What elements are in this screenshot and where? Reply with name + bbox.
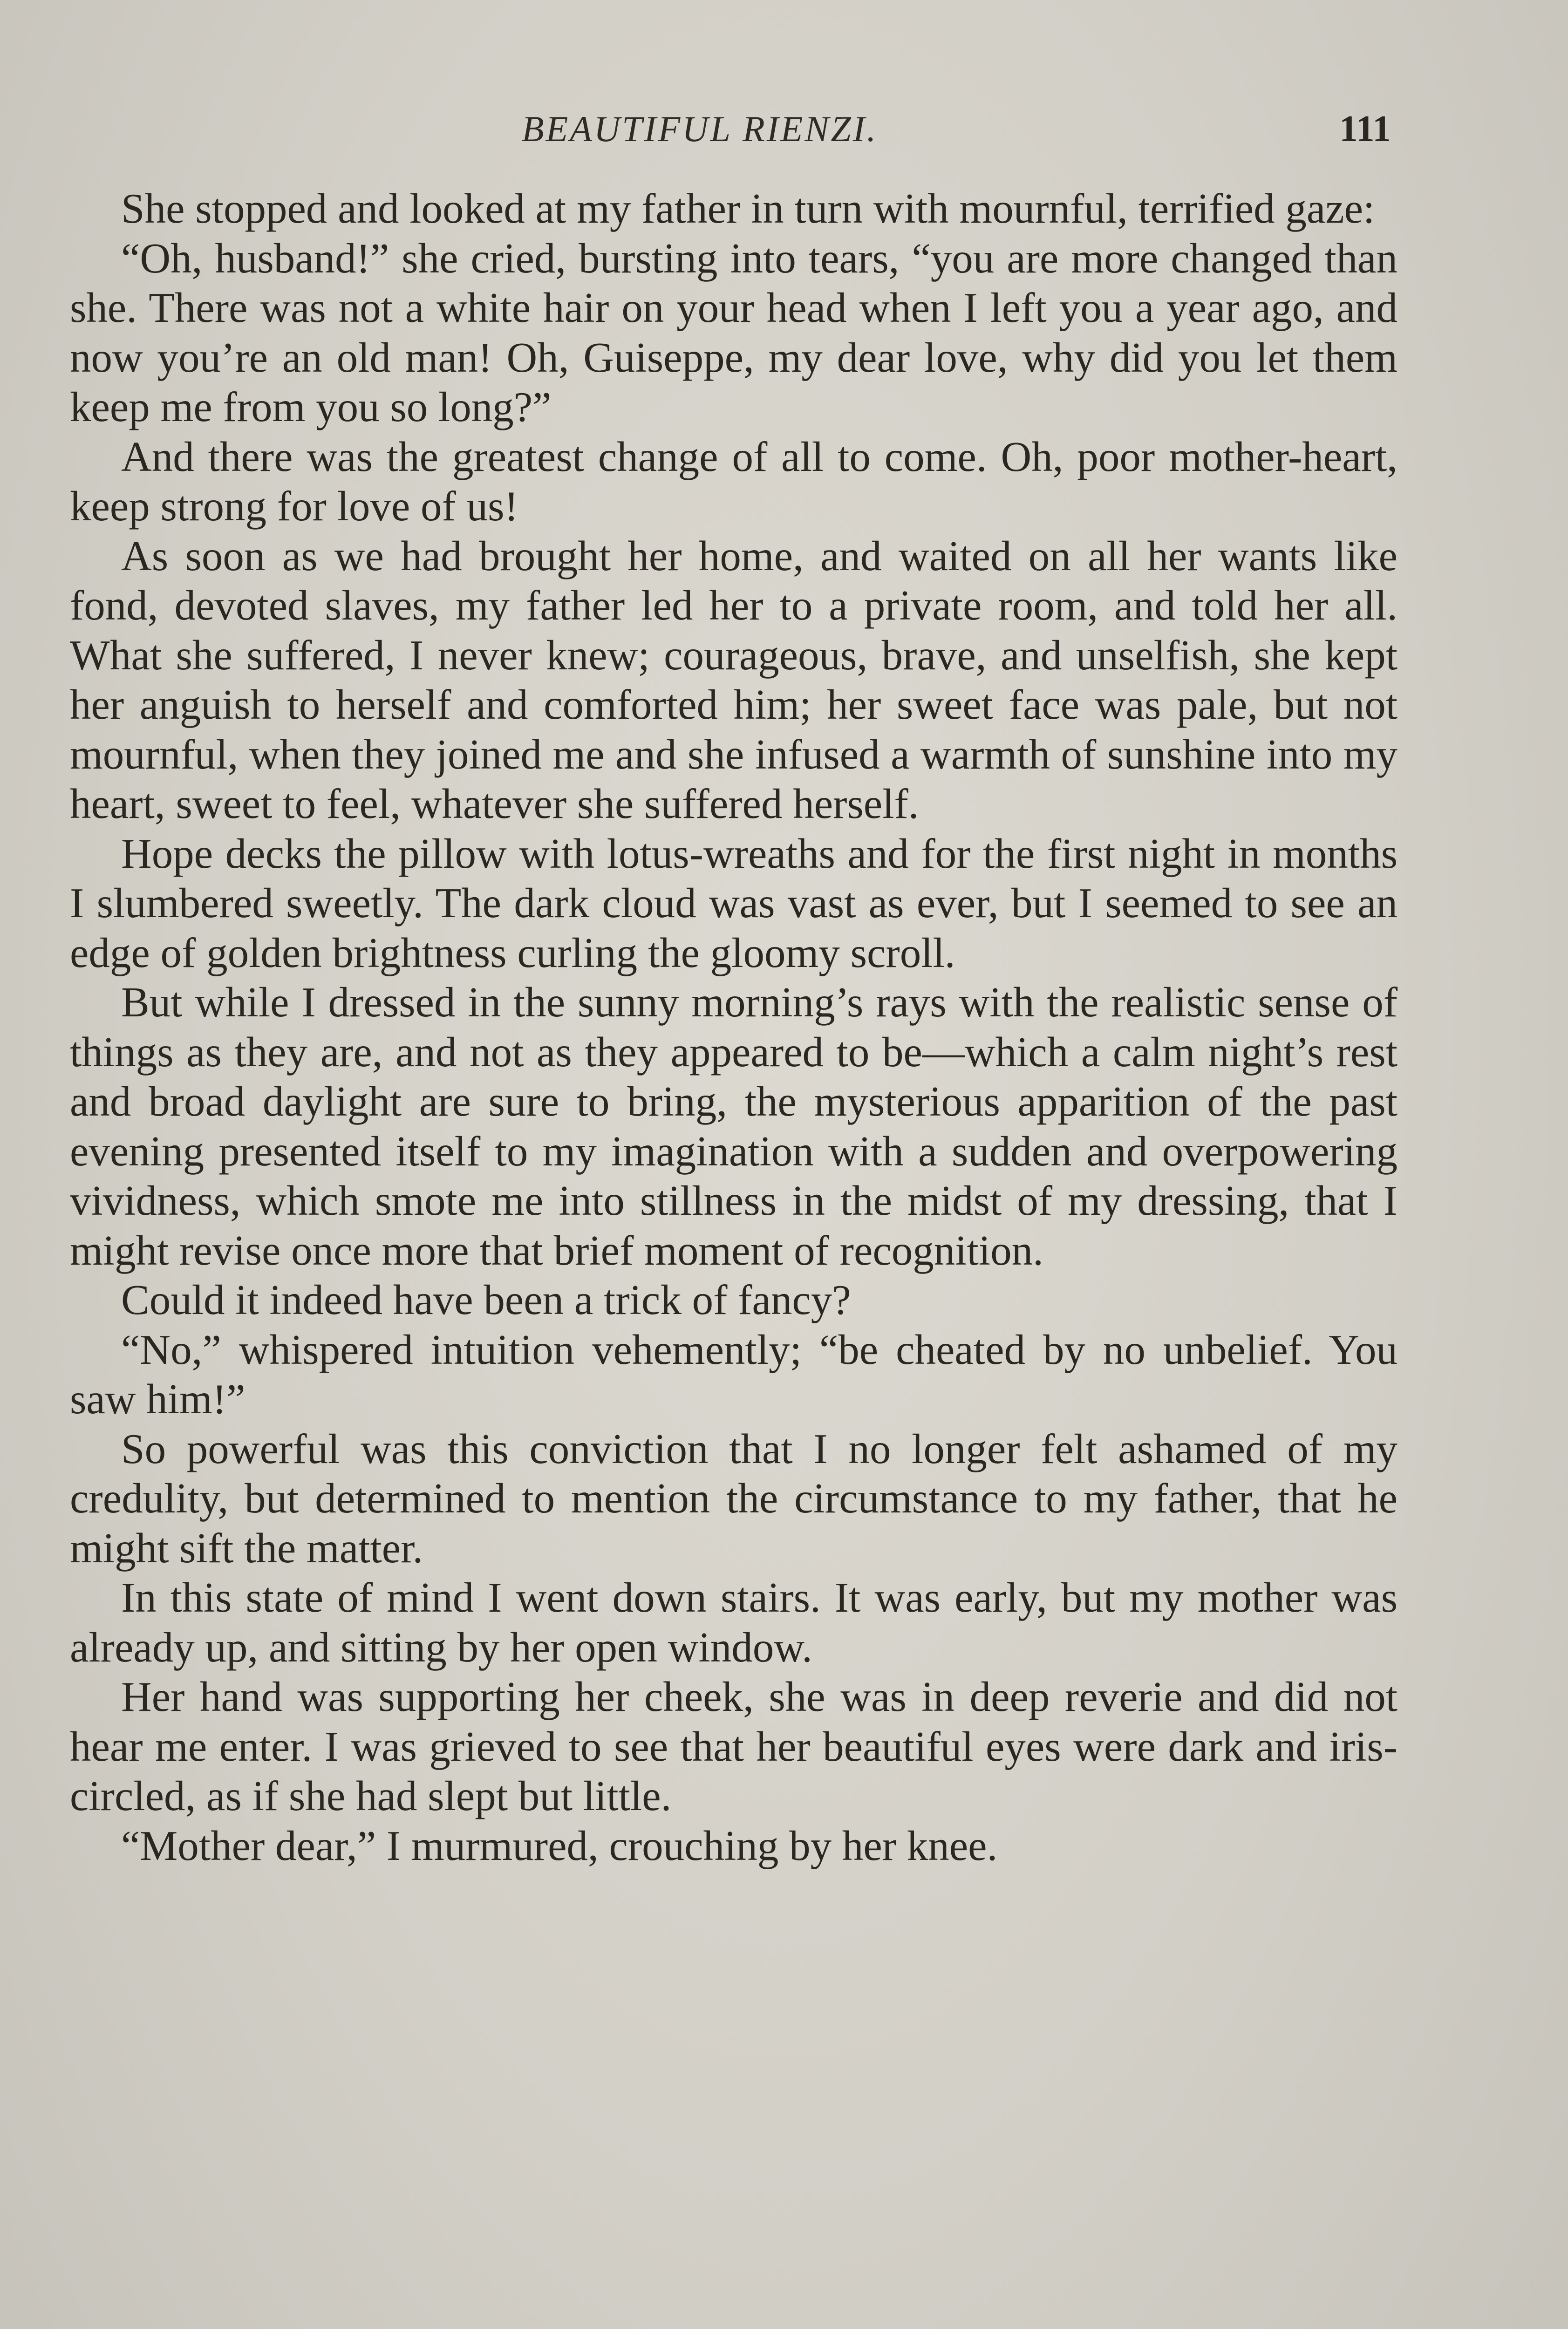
running-title: BEAUTIFUL RIENZI. (522, 109, 878, 149)
paragraph: In this state of mind I went down stairs. It was early, but my mother was already up, and sitting by her open window. (70, 1574, 1398, 1671)
paragraph: But while I dressed in the sunny morning’s rays with the realistic sense of things as they are, and not as they appeared to be—which a calm night’s rest and broad daylight are sure to bring, the mysterious apparition of the past evening presented itself to my imagination with a sudden and overpowering vividness, which smote me into stillness in the midst of my dressing, that I might revise once more that brief moment of recognition. (70, 979, 1398, 1274)
paragraph: And there was the greatest change of all to come. Oh, poor mother-heart, keep strong for love of us! (70, 433, 1398, 530)
paragraph: Could it indeed have been a trick of fancy? (121, 1276, 851, 1323)
paragraph: “Mother dear,” I murmured, crouching by her knee. (121, 1822, 998, 1869)
paragraph: So powerful was this conviction that I no longer felt ashamed of my credulity, but determined to mention the circumstance to my father, that he might sift the matter. (70, 1425, 1398, 1572)
paragraph: As soon as we had brought her home, and waited on all her wants like fond, devoted slaves, my father led her to a private room, and told her all. What she suffered, I never knew; courageous, brave, and unselfish, she kept her anguish to herself and comforted him; her sweet face was pale, but not mournful, when they joined me and she infused a warmth of sunshine into my heart, sweet to feel, whatever she suffered herself. (70, 532, 1398, 827)
paragraph: Hope decks the pillow with lotus-wreaths and for the first night in months I slumbered sweetly. The dark cloud was vast as ever, but I seemed to see an edge of golden brightness curling the gloomy scroll. (70, 830, 1398, 976)
page-number: 111 (1339, 109, 1391, 150)
paragraph: Her hand was supporting her cheek, she was in deep reverie and did not hear me enter. I was grieved to see that her beautiful eyes were dark and iris-circled, as if she had slept but little. (70, 1673, 1398, 1819)
paragraph: She stopped and looked at my father in turn with mournful, terrified gaze: (121, 185, 1375, 232)
paragraph: “No,” whispered intuition vehemently; “be cheated by no unbelief. You saw him!” (70, 1326, 1398, 1423)
paragraph: “Oh, husband!” she cried, bursting into tears, “you are more changed than she. There was not a white hair on your head when I left you a year ago, and now you’re an old man! Oh, Guiseppe, my dear love, why did you let them keep me from you so long?” (70, 234, 1398, 430)
body-text (70, 184, 1398, 1871)
